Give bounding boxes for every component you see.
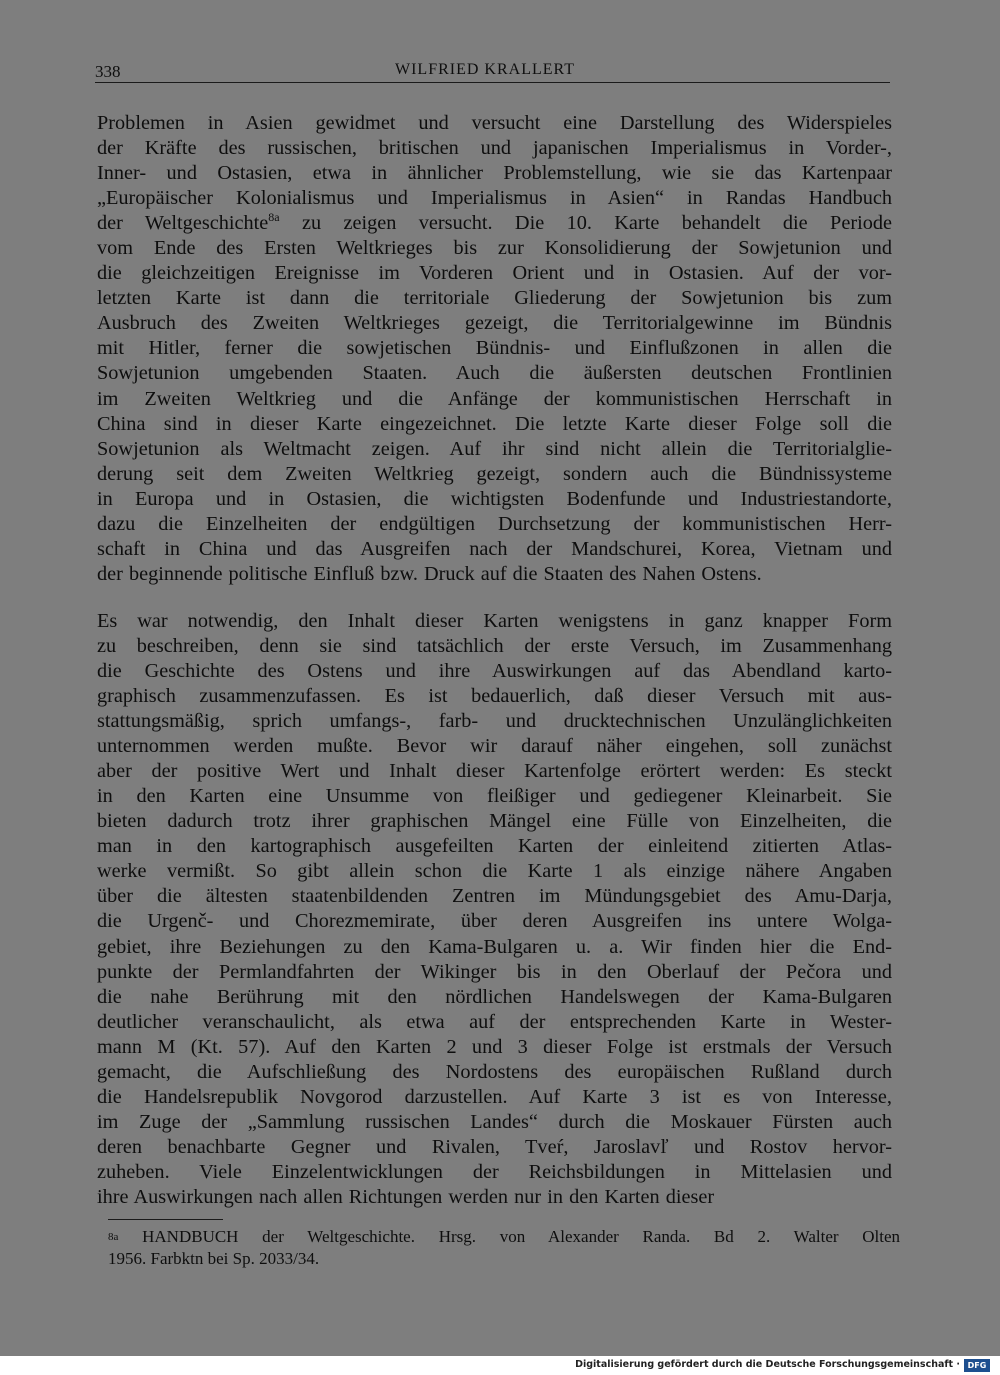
text-line: China sind in dieser Karte eingezeichnet. Die letzte Karte dieser Folge soll die: [97, 412, 892, 435]
text-line: gebiet, ihre Beziehungen zu den Kama-Bulgaren u. a. Wir finden hier die End-: [97, 935, 892, 958]
text-line: zuheben. Viele Einzelentwicklungen der Reichsbildungen in Mittelasien und: [97, 1160, 892, 1183]
text-line: Sowjetunion als Weltmacht zeigen. Auf ihr sind nicht allein die Territorialglie-: [97, 437, 892, 460]
text-line: bieten dadurch trotz ihrer graphischen Mängel eine Fülle von Einzelheiten, die: [97, 810, 892, 833]
text-line: schaft in China und das Ausgreifen nach der Mandschurei, Korea, Vietnam und: [97, 537, 892, 560]
page-header: [95, 58, 890, 83]
text-line: „Europäischer Kolonialismus und Imperialismus in Asien“ in Randas Handbuch: [97, 187, 892, 210]
text-line: mann M (Kt. 57). Auf den Karten 2 und 3 dieser Folge ist erstmals der Versuch: [97, 1035, 892, 1058]
text-line: der Weltgeschichte$^{8a}$ zu zeigen versucht. Die 10. Karte behandelt die Periode: [97, 210, 892, 235]
text-line: unternommen werden mußte. Bevor wir darauf näher eingehen, soll zunächst: [97, 735, 892, 758]
text-line: über die ältesten staatenbildenden Zentren im Mündungsgebiet des Amu-Darja,: [97, 885, 892, 908]
text-line: Es war notwendig, den Inhalt dieser Karten wenigstens in ganz knapper Form: [97, 609, 892, 632]
text-line: man in den kartographisch ausgefeilten Karten der einleitend zitierten Atlas-: [97, 835, 892, 858]
text-line: vom Ende des Ersten Weltkrieges bis zur Konsolidierung der Sowjetunion und: [97, 237, 892, 260]
text-line: werke vermißt. So gibt allein schon die Karte 1 als einzige nähere Angaben: [97, 860, 892, 883]
digitization-credit: Digitalisierung gefördert durch die Deutsche Forschungsgemeinschaft ·: [575, 1359, 960, 1370]
text-line: die Geschichte des Ostens und ihre Auswirkungen auf das Abendland karto-: [97, 659, 892, 682]
text-line: Inner- und Ostasien, etwa in ähnlicher Problemstellung, wie sie das Kartenpaar: [97, 162, 892, 185]
text-line: graphisch zusammenzufassen. Es ist bedauerlich, daß dieser Versuch mit aus-: [97, 685, 892, 708]
text-line: die nahe Berührung mit den nördlichen Handelswegen der Kama-Bulgaren: [97, 985, 892, 1008]
footnote-rule: [108, 1219, 223, 1220]
body-text: [97, 111, 892, 1210]
text-line: derung seit dem Zweiten Weltkrieg gezeigt, sondern auch die Bündnissysteme: [97, 462, 892, 485]
text-line: dazu die Einzelheiten der endgültigen Durchsetzung der kommunistischen Herr-: [97, 512, 892, 535]
text-line: der Kräfte des russischen, britischen und japanischen Imperialismus in Vorder-,: [97, 137, 892, 160]
text-line: im Zuge der „Sammlung russischen Landes“ durch die Moskauer Fürsten auch: [97, 1110, 892, 1133]
text-line: der beginnende politische Einfluß bzw. Druck auf die Staaten des Nahen Ostens.: [97, 562, 762, 585]
footnote-marker: 8a: [108, 1231, 119, 1243]
text-line: im Zweiten Weltkrieg und die Anfänge der kommunistischen Herrschaft in: [97, 387, 892, 410]
text-line: Sowjetunion umgebenden Staaten. Auch die äußersten deutschen Frontlinien: [97, 362, 892, 385]
dfg-logo: DFG: [964, 1359, 990, 1372]
text-line: stattungsmäßig, sprich umfangs-, farb- und drucktechnischen Unzulänglichkeiten: [97, 710, 892, 733]
text-line: letzten Karte ist dann die territoriale Gliederung der Sowjetunion bis zum: [97, 287, 892, 310]
text-line: die Urgenč- und Chorezmemirate, über deren Ausgreifen ins untere Wolga-: [97, 910, 892, 933]
footnote: [108, 1226, 900, 1270]
footnote-line: 1956. Farbktn bei Sp. 2033/34.: [108, 1249, 320, 1268]
text-line: gemacht, die Aufschließung des Nordostens des europäischen Rußland durch: [97, 1060, 892, 1083]
running-head: WILFRIED KRALLERT: [395, 61, 576, 78]
paragraph-gap: [97, 587, 892, 609]
text-line: Problemen in Asien gewidmet und versucht eine Darstellung des Widerspieles: [97, 112, 892, 134]
text-line: deren benachbarte Gegner und Rivalen, Tveŕ, Jaroslavľ und Rostov hervor-: [97, 1135, 892, 1158]
text-line: in den Karten eine Unsumme von fleißiger und gediegener Kleinarbeit. Sie: [97, 785, 892, 808]
text-line: mit Hitler, ferner die sowjetischen Bündnis- und Einflußzonen in allen die: [97, 337, 892, 360]
text-line: in Europa und in Ostasien, die wichtigsten Bodenfunde und Industriestandorte,: [97, 487, 892, 510]
digitization-credit-bar: [0, 1356, 1000, 1375]
text-line: zu beschreiben, denn sie sind tatsächlich der erste Versuch, im Zusammenhang: [97, 634, 892, 657]
text-line: Ausbruch des Zweiten Weltkrieges gezeigt, die Territorialgewinne im Bündnis: [97, 312, 892, 335]
page-number: 338: [95, 62, 121, 81]
text-line: die gleichzeitigen Ereignisse im Vorderen Orient und in Ostasien. Auf der vor-: [97, 262, 892, 285]
text-line: punkte der Permlandfahrten der Wikinger bis in den Oberlauf der Pečora und: [97, 960, 892, 983]
text-line: aber der positive Wert und Inhalt dieser Kartenfolge erörtert werden: Es steckt: [97, 760, 892, 783]
footnote-line: $^{8a}$ HANDBUCH der Weltgeschichte. Hrsg. von Alexander Randa. Bd 2. Walter Olten: [108, 1227, 901, 1246]
text-line: ihre Auswirkungen nach allen Richtungen werden nur in den Karten dieser: [97, 1185, 715, 1208]
text-line: deutlicher veranschaulicht, als etwa auf der entsprechenden Karte in Wester-: [97, 1010, 892, 1033]
text-line: die Handelsrepublik Novgorod darzustellen. Auf Karte 3 ist es von Interesse,: [97, 1085, 892, 1108]
footnote-reference: 8a: [268, 210, 280, 225]
